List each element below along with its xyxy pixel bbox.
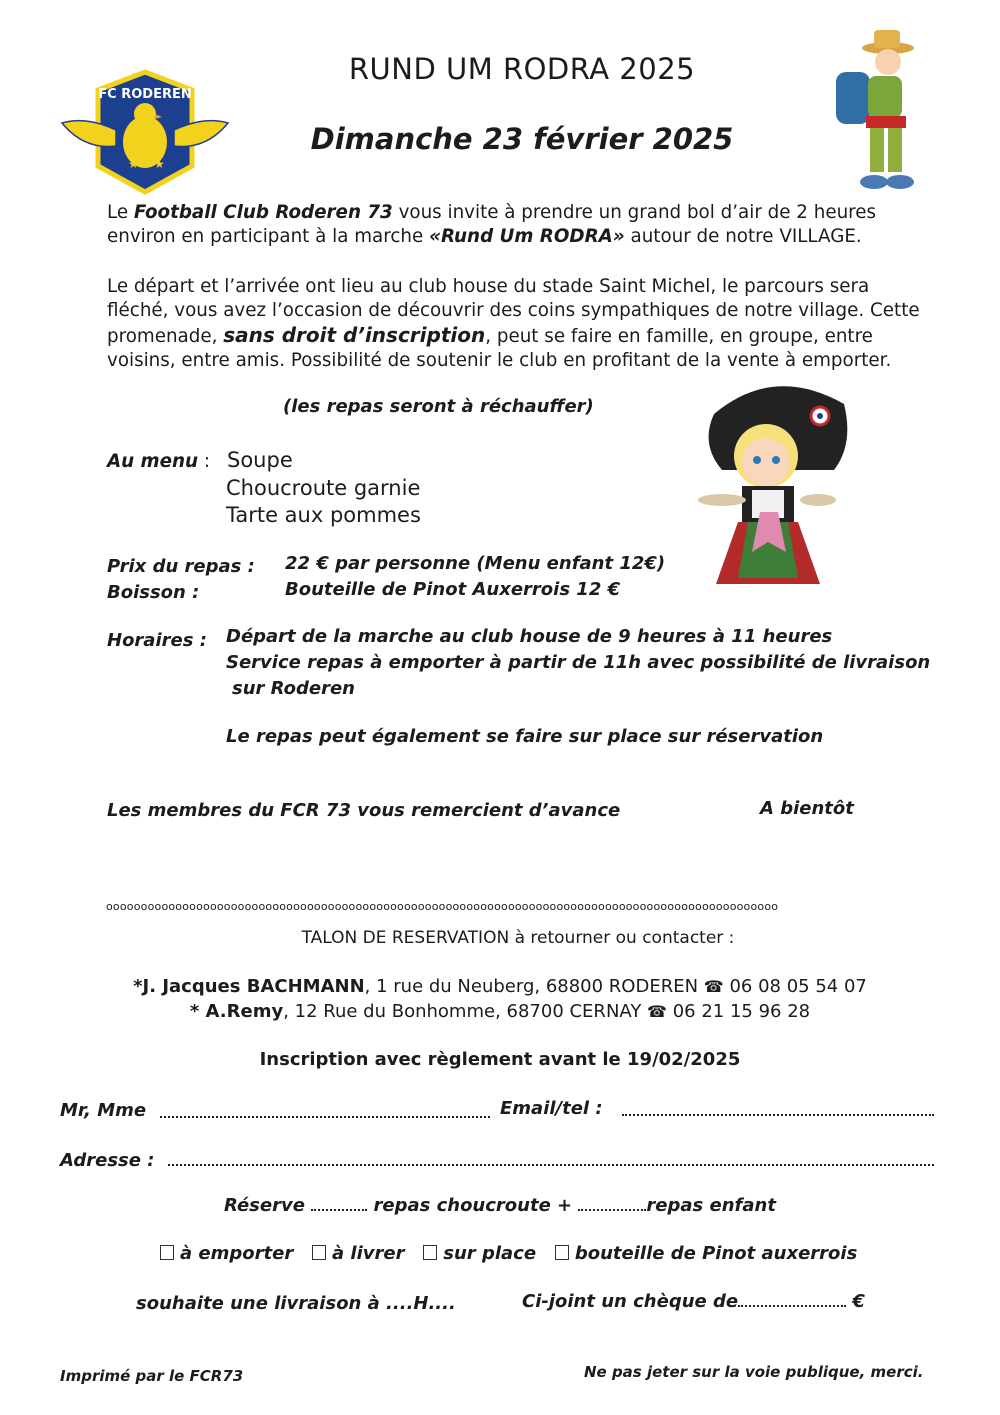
intro-text-a: Le: [107, 202, 134, 223]
option-wine[interactable]: [555, 1243, 857, 1264]
checkbox-icon[interactable]: [312, 1245, 326, 1260]
menu-colon: :: [198, 451, 210, 472]
phone-icon: ☎: [647, 1002, 667, 1021]
address-label: Adresse :: [60, 1150, 155, 1171]
cheque-line: [522, 1291, 865, 1312]
meal-price-value: 22 € par personne (Menu enfant 12€): [285, 553, 666, 574]
contact-address: , 1 rue du Neuberg, 68800 RODEREN: [364, 976, 704, 997]
svg-text:★: ★: [128, 157, 139, 171]
thanks-text: Les membres du FCR 73 vous remercient d’avance: [107, 800, 621, 821]
details-text-a: Le départ et l’arrivée ont lieu au club house du stade Saint Michel, le parcours sera fléché, vous avez l’occasion de découvrir des coins sympathiques de notre village. Cette promenade,: [107, 276, 920, 347]
reserve-end: repas enfant: [646, 1195, 776, 1216]
name-label: Mr, Mme: [60, 1100, 147, 1121]
reserve-label: Réserve: [224, 1195, 305, 1216]
deadline-text: Inscription avec règlement avant le 19/02/2025: [259, 1049, 741, 1070]
intro-text-c: autour de notre VILLAGE.: [624, 226, 862, 247]
menu-item: Tarte aux pommes: [226, 503, 421, 527]
child-qty-field[interactable]: [578, 1197, 646, 1211]
menu-label: [107, 451, 210, 472]
schedule-line: Service repas à emporter à partir de 11h avec possibilité de livraison: [226, 652, 931, 673]
club-name: Football Club Roderen 73: [133, 202, 393, 223]
logo-text: FC RODEREN: [98, 87, 192, 102]
address-field[interactable]: [168, 1148, 934, 1166]
option-onsite[interactable]: [423, 1243, 536, 1264]
email-field[interactable]: [622, 1098, 934, 1116]
logo-number: 73: [139, 179, 151, 189]
cheque-label: Ci-joint un chèque de: [522, 1291, 739, 1312]
page-title: RUND UM RODRA 2025: [348, 52, 696, 86]
option-label: à livrer: [332, 1243, 405, 1264]
reheat-note: (les repas seront à réchauffer): [283, 396, 594, 417]
cut-line: ooooooooooooooooooooooooooooooooooooooooooooooooooooooooooooooooooooooooooooooooooooooooooooooooo: [106, 900, 779, 913]
hiker-illustration: [826, 24, 926, 200]
option-delivery[interactable]: [312, 1243, 404, 1264]
litter-note: Ne pas jeter sur la voie publique, merci.: [584, 1363, 924, 1381]
contact-phone: 06 08 05 54 07: [729, 976, 867, 997]
checkbox-icon[interactable]: [423, 1245, 437, 1260]
contact-line: [0, 976, 1000, 997]
contact-phone: 06 21 15 96 28: [672, 1001, 811, 1022]
schedule-line: Départ de la marche au club house de 9 heures à 11 heures: [226, 626, 833, 647]
drink-value: Bouteille de Pinot Auxerrois 12 €: [285, 579, 621, 600]
details-paragraph: [107, 275, 935, 373]
meal-price-label: Prix du repas :: [107, 556, 255, 577]
reserve-mid: repas choucroute +: [373, 1195, 573, 1216]
email-label: Email/tel :: [500, 1098, 603, 1119]
adult-qty-field[interactable]: [311, 1197, 367, 1211]
printed-by: Imprimé par le FCR73: [60, 1367, 244, 1385]
intro-paragraph: [107, 201, 935, 249]
reservation-heading: TALON DE RESERVATION à retourner ou contacter :: [301, 928, 735, 948]
svg-text:★: ★: [154, 157, 165, 171]
name-field[interactable]: [160, 1100, 490, 1118]
drink-label: Boisson :: [107, 582, 200, 603]
menu-item: Choucroute garnie: [226, 476, 421, 500]
alsatian-girl-illustration: [694, 374, 854, 594]
option-label: bouteille de Pinot auxerrois: [574, 1243, 858, 1264]
option-label: à emporter: [180, 1243, 294, 1264]
details-text-b: , peut se faire en famille, en groupe, entre voisins, entre amis. Possibilité de soutenir le club en profitant de la vente à emporter.: [107, 326, 892, 371]
schedule-label: Horaires :: [107, 630, 207, 651]
event-name: «Rund Um RODRA»: [429, 226, 625, 247]
option-takeaway[interactable]: [160, 1243, 293, 1264]
onsite-note: Le repas peut également se faire sur place sur réservation: [226, 726, 824, 747]
contact-line: [0, 1001, 1000, 1022]
contact-name: * A.Remy: [189, 1001, 284, 1022]
euro-sign: €: [852, 1291, 865, 1312]
schedule-line: sur Roderen: [232, 678, 355, 699]
free-entry: sans droit d’inscription: [223, 323, 486, 347]
event-date: Dimanche 23 février 2025: [310, 122, 734, 156]
menu-label-text: Au menu: [107, 451, 199, 472]
checkbox-icon[interactable]: [555, 1245, 569, 1260]
cheque-amount-field[interactable]: [738, 1293, 846, 1307]
intro-text-b: vous invite à prendre un grand bol d’air de 2 heures environ en participant à la marche: [107, 202, 877, 247]
contact-address: , 12 Rue du Bonhomme, 68700 CERNAY: [283, 1001, 648, 1022]
options-line: [160, 1243, 857, 1264]
phone-icon: ☎: [703, 977, 724, 996]
contact-name: *J. Jacques BACHMANN: [133, 976, 365, 997]
checkbox-icon[interactable]: [160, 1245, 174, 1260]
delivery-time-label[interactable]: souhaite une livraison à ....H....: [136, 1293, 456, 1314]
menu-item: Soupe: [227, 448, 293, 472]
goodbye-text: A bientôt: [760, 798, 854, 819]
option-label: sur place: [443, 1243, 537, 1264]
reserve-line: [224, 1195, 776, 1216]
